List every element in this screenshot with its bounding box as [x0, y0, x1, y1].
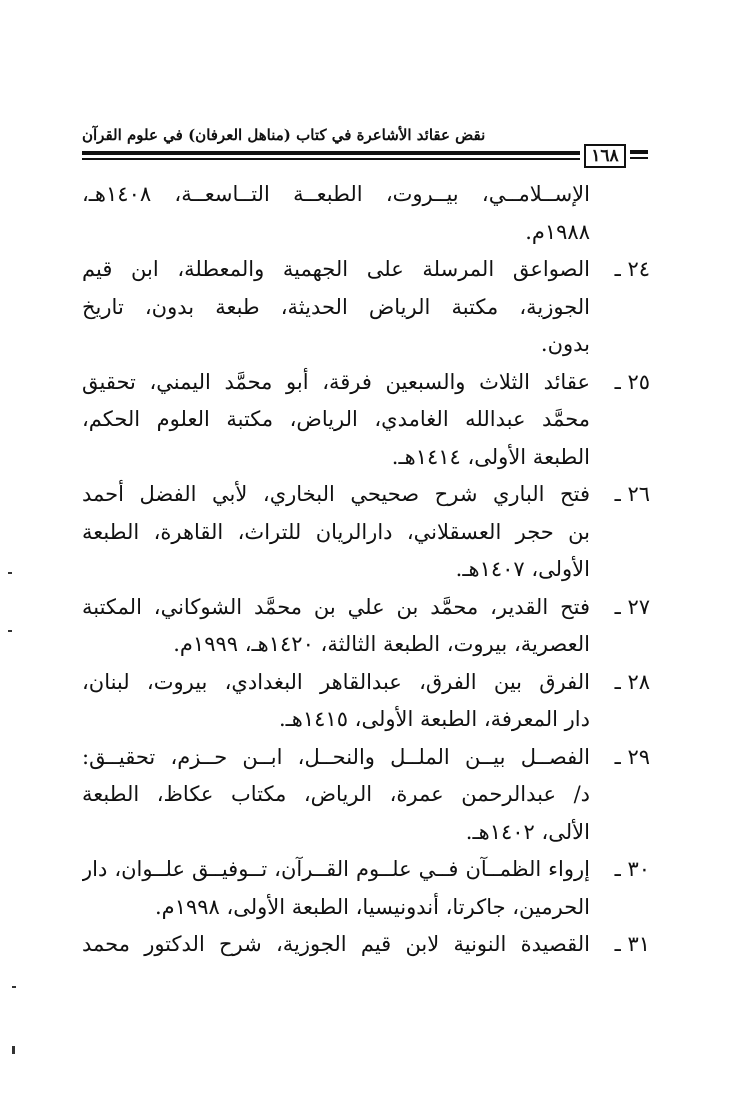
scan-speck: [8, 572, 12, 574]
page-number-rule: [630, 150, 648, 154]
scan-speck: [12, 1046, 15, 1054]
page-number: ١٦٨: [584, 144, 626, 168]
entry-number: ٢٦ ـ: [614, 482, 650, 506]
entry-line: إرواء الظمــآن فــي علــوم القــرآن، تــوفيــق علــوان، دار: [82, 857, 590, 881]
entry-line: الفرق بين الفرق، عبدالقاهر البغدادي، بيروت، لبنان،: [82, 669, 590, 694]
entry-line: الجوزية، مكتبة الرياض الحديثة، طبعة بدون، تاريخ: [82, 294, 590, 319]
entry-number: ٢٨ ـ: [614, 669, 650, 694]
header-rule-thin: [82, 158, 580, 160]
entry-line: الحرمين، جاكرتا، أندونيسيا، الطبعة الأولى، ١٩٩٨م.: [155, 894, 590, 919]
bibliography-entry-24: [82, 251, 650, 364]
entry-line: الأولى، ١٤٠٧هـ.: [455, 557, 590, 581]
entry-line: فتح الباري شرح صحيحي البخاري، لأبي الفضل أحمد: [82, 482, 590, 506]
entry-line: الألى، ١٤٠٢هـ.: [465, 819, 590, 844]
entry-line: فتح القدير، محمَّد بن علي بن محمَّد الشوكاني، المكتبة: [82, 594, 590, 619]
scan-speck: [8, 630, 12, 632]
entry-line: القصيدة النونية لابن قيم الجوزية، شرح الدكتور محمد: [82, 932, 590, 956]
entry-number: ٢٥ ـ: [614, 369, 650, 394]
bibliography-entry-27: [82, 589, 650, 664]
header-rule-thick: [82, 151, 580, 155]
entry-line: الإســلامــي، بيــروت، الطبعــة التــاسعــة، ١٤٠٨هـ،: [82, 182, 590, 206]
entry-line: بدون.: [540, 332, 590, 356]
entry-number: ٢٤ ـ: [614, 257, 650, 281]
entry-line: بن حجر العسقلاني، دارالريان للتراث، القاهرة، الطبعة: [82, 519, 590, 544]
bibliography-entry-26: [82, 476, 650, 589]
entry-line: محمَّد عبدالله الغامدي، الرياض، مكتبة العلوم الحكم،: [82, 407, 590, 431]
bibliography-entry-29: [82, 739, 650, 852]
bibliography-entry-28: [82, 664, 650, 739]
scan-speck: [12, 986, 16, 988]
entry-number: ٢٧ ـ: [614, 594, 650, 619]
entry-line: ١٩٨٨م.: [525, 219, 590, 244]
entry-line: دار المعرفة، الطبعة الأولى، ١٤١٥هـ.: [278, 707, 590, 731]
entry-number: ٢٩ ـ: [614, 744, 650, 769]
header-title: نقض عقائد الأشاعرة في كتاب (مناهل العرفان) في علوم القرآن: [82, 126, 486, 144]
running-header: [82, 124, 648, 172]
entry-line: الصواعق المرسلة على الجهمية والمعطلة، ابن قيم: [82, 257, 590, 281]
entry-line: عقائد الثلاث والسبعين فرقة، أبو محمَّد اليمني، تحقيق: [82, 369, 590, 394]
bibliography-entry-30: [82, 851, 650, 926]
bibliography-list: [82, 176, 650, 964]
entry-line: الفصــل بيــن الملــل والنحــل، ابــن حــزم، تحقيــق:: [82, 744, 590, 769]
page-number-rule-thin: [630, 157, 648, 159]
bibliography-entry-25: [82, 364, 650, 477]
entry-number: ٣١ ـ: [614, 932, 650, 956]
entry-line: الطبعة الأولى، ١٤١٤هـ.: [391, 444, 590, 469]
entry-number: ٣٠ ـ: [614, 857, 650, 881]
bibliography-entry-continued: [82, 176, 650, 251]
entry-line: د/ عبدالرحمن عمرة، الرياض، مكتاب عكاظ، الطبعة: [82, 782, 590, 806]
entry-line: العصرية، بيروت، الطبعة الثالثة، ١٤٢٠هـ، ١٩٩٩م.: [173, 632, 590, 656]
bibliography-entry-31: [82, 926, 650, 964]
